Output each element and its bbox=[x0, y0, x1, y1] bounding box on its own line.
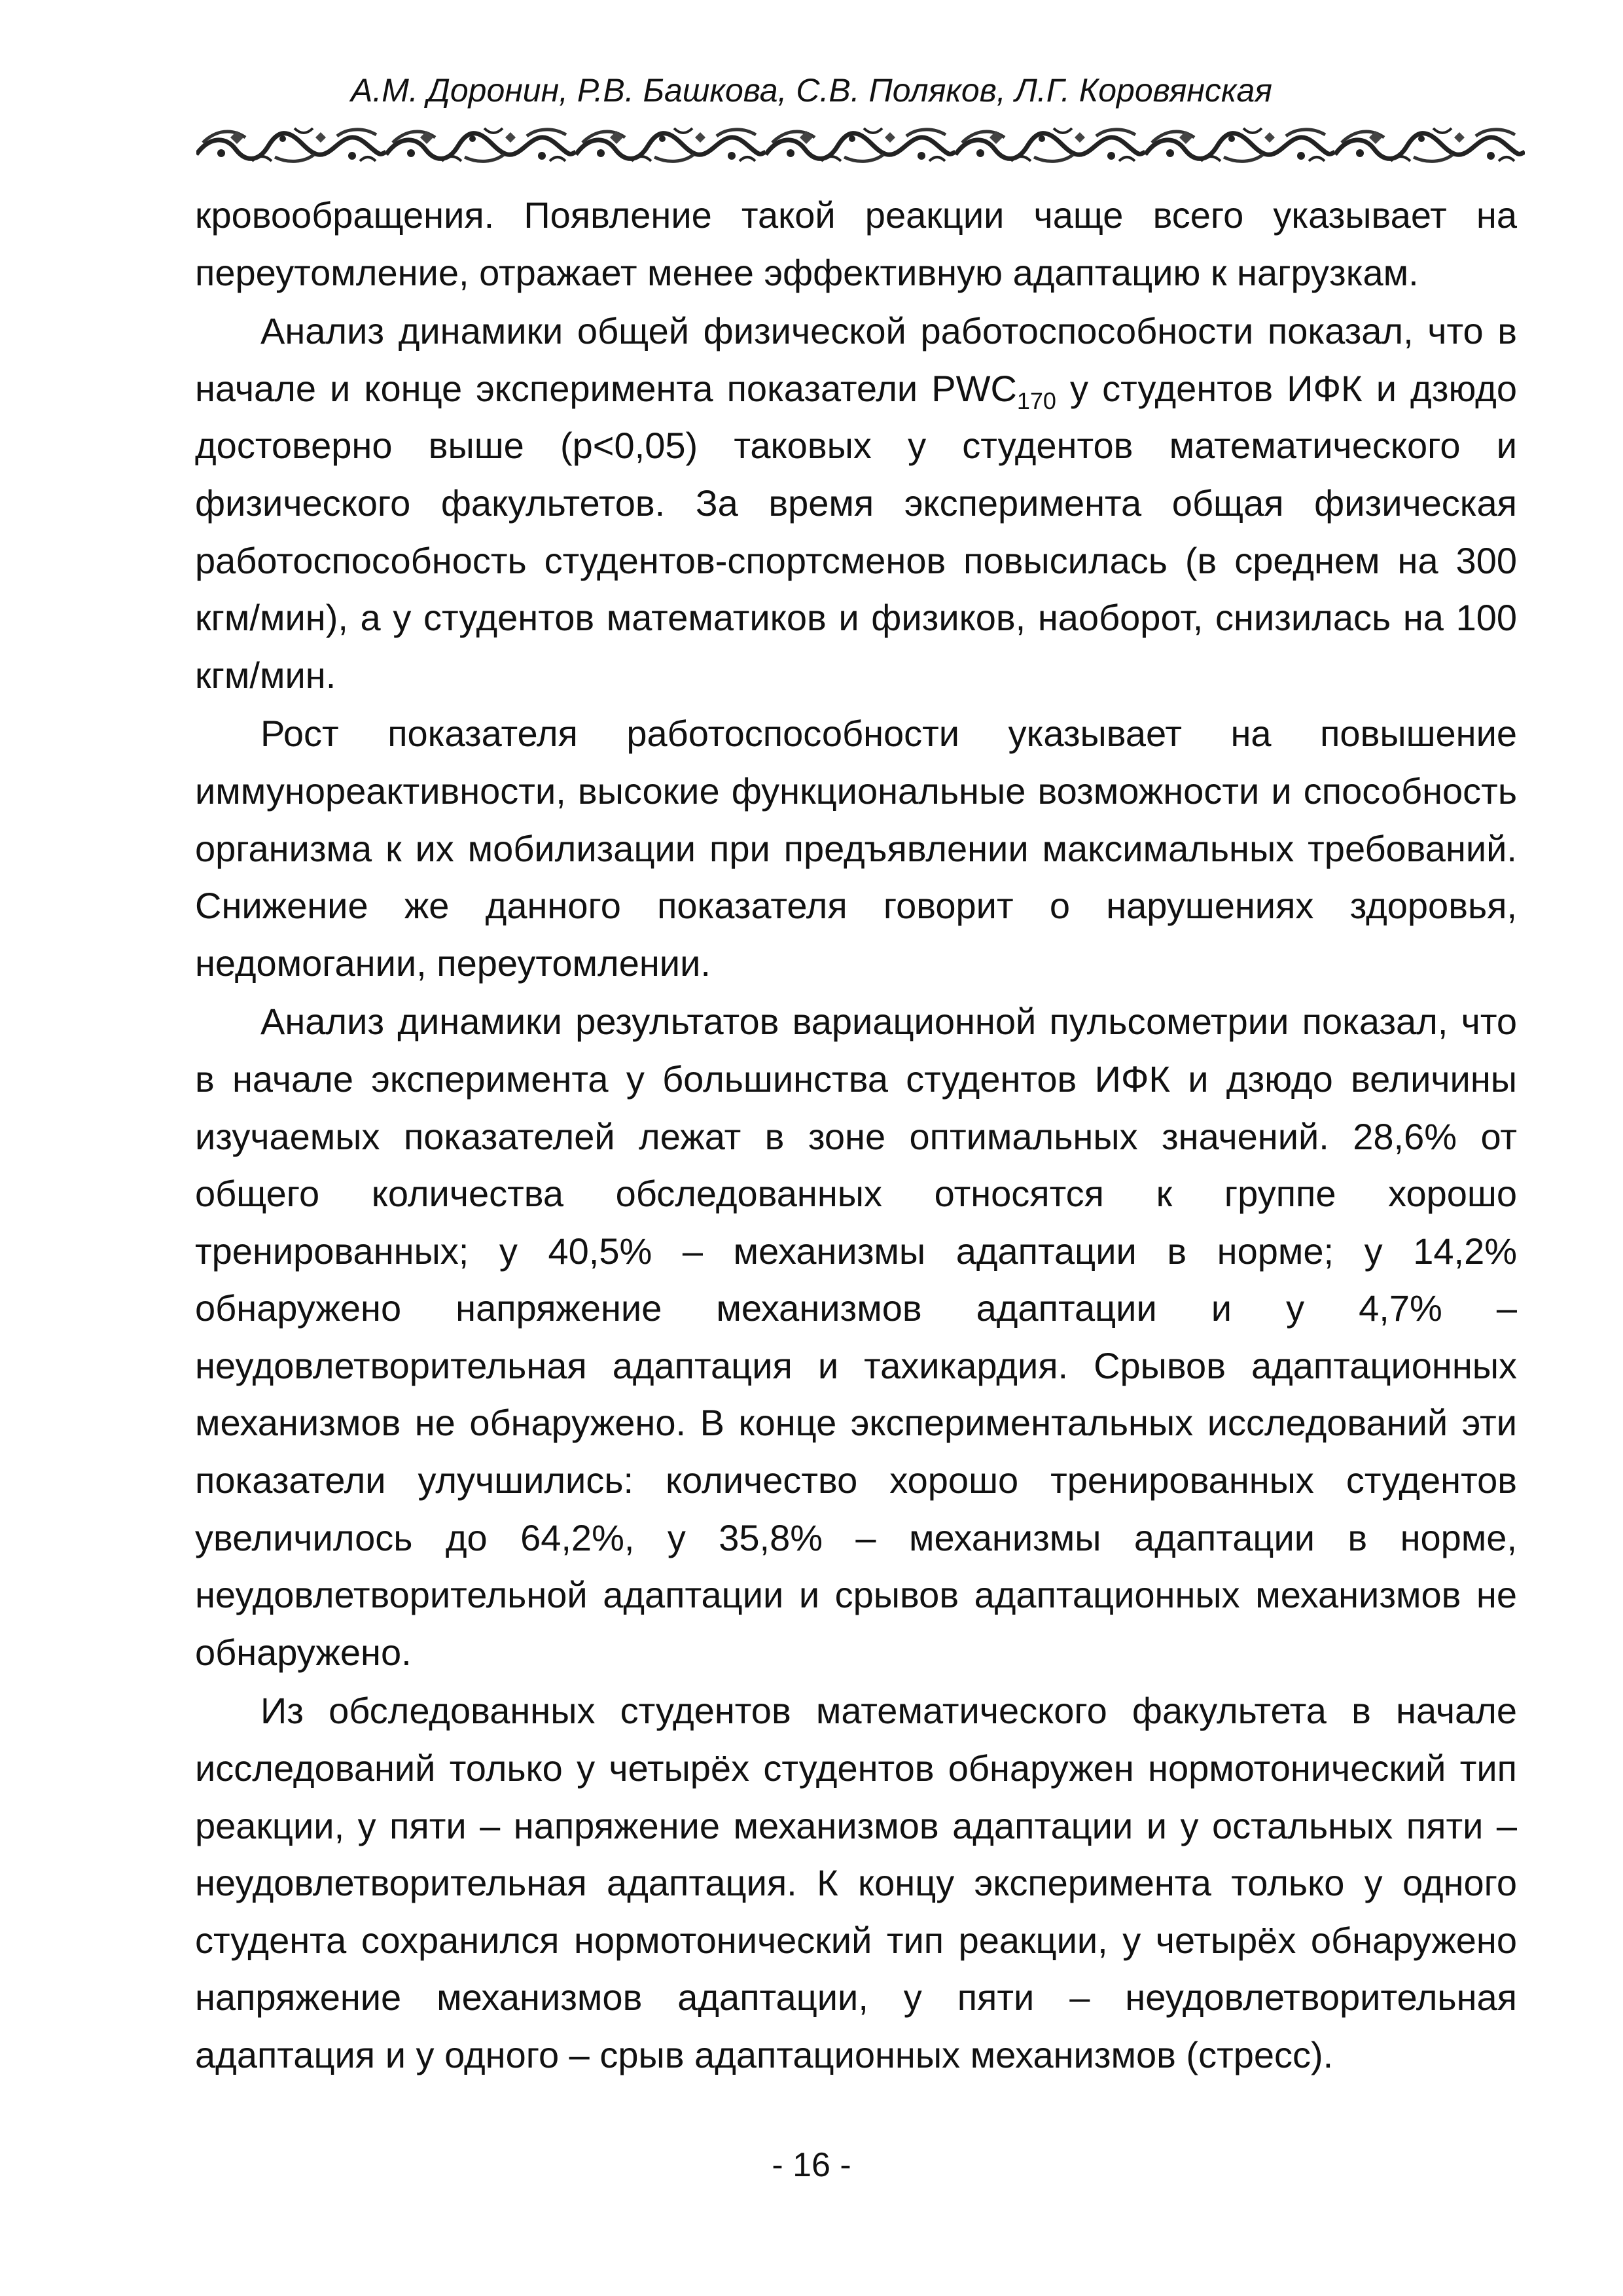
paragraph-growth: Рост показателя работоспособности указывает на повышение иммунореактивности, высокие функциональные возможности и способность организма к их мобилизации при предъявлении максимальных требований. Снижение же данного показателя говорит о нарушениях здоровья, недомогании, переутомлении. bbox=[195, 713, 1517, 984]
paragraph-math-faculty: Из обследованных студентов математического факультета в начале исследований только у четырёх студентов обнаружен нормотонический тип реакции, у пяти – напряжение механизмов адаптации и у остальных пяти – неудовлетворительная адаптация. К концу эксперимента только у одного студента сохранился нормотонический тип реакции, у четырёх обнаружено напряжение механизмов адаптации, у пяти – неудовлетворительная адаптация и у одного – срыв адаптационных механизмов (стресс). bbox=[195, 1690, 1517, 2075]
page-number: - 16 - bbox=[772, 2146, 851, 2184]
paragraph-pwc bbox=[195, 302, 1517, 704]
paragraph-pwc-before: Анализ динамики общей физической работоспособности показал, что в начале и конце эксперимента показатели PWC bbox=[195, 310, 1517, 409]
paragraph-pulsometry: Анализ динамики результатов вариационной пульсометрии показал, что в начале эксперимента у большинства студентов ИФК и дзюдо величины изучаемых показателей лежат в зоне оптимальных значений. 28,6% от общего количества обследованных относятся к группе хорошо тренированных; у 40,5% – механизмы адаптации в норме; у 14,2% обнаружено напряжение механизмов адаптации и у 4,7% – неудовлетворительная адаптация и тахикардия. Срывов адаптационных механизмов не обнаружено. В конце экспериментальных исследований эти показатели улучшились: количество хорошо тренированных студентов увеличилось до 64,2%, у 35,8% – механизмы адаптации в норме, неудовлетворительной адаптации и срывов адаптационных механизмов не обнаружено. bbox=[195, 1001, 1517, 1673]
pwc-subscript: 170 bbox=[1016, 387, 1056, 414]
paragraph-continuation: кровообращения. Появление такой реакции чаще всего указывает на переутомление, отражает менее эффективную адаптацию к нагрузкам. bbox=[195, 194, 1517, 293]
decorative-ornament-divider bbox=[196, 123, 1525, 169]
article-body bbox=[195, 187, 1517, 2085]
running-header-authors: А.М. Доронин, Р.В. Башкова, С.В. Поляков, Л.Г. Коровянская bbox=[350, 72, 1273, 109]
paragraph-pwc-after: у студентов ИФК и дзюдо достоверно выше (p<0,05) таковых у студентов математического и физического факультетов. За время эксперимента общая физическая работоспособность студентов-спортсменов повысилась (в среднем на 300 кгм/мин), а у студентов математиков и физиков, наоборот, снизилась на 100 кгм/мин. bbox=[195, 367, 1517, 696]
